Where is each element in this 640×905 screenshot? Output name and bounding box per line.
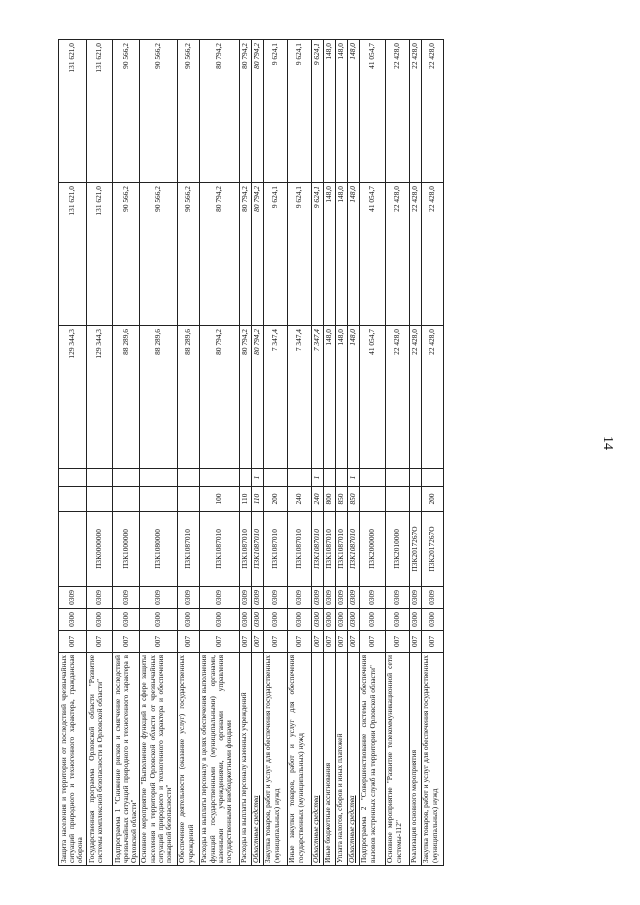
col-section: 0300 bbox=[409, 609, 421, 631]
col-subsection: 0309 bbox=[335, 587, 347, 609]
budget-table bbox=[58, 39, 444, 866]
col-section: 0300 bbox=[139, 609, 177, 631]
col-expense-type bbox=[409, 487, 421, 512]
col-expense-type: 850 bbox=[347, 487, 359, 512]
col-expense-type bbox=[87, 487, 113, 512]
table-row bbox=[113, 40, 140, 866]
col-ministry-code: 007 bbox=[59, 631, 87, 653]
col-ministry-code: 007 bbox=[177, 631, 199, 653]
col-subsection: 0309 bbox=[263, 587, 287, 609]
col-target-article: П3К1087010 bbox=[311, 512, 323, 587]
col-amount-year3: 80 794,2 bbox=[199, 40, 239, 183]
col-subsection: 0309 bbox=[359, 587, 385, 609]
col-amount-year3: 80 794,2 bbox=[251, 40, 263, 183]
row-name: Иные бюджетные ассигнования bbox=[323, 653, 335, 866]
table-row bbox=[311, 40, 323, 866]
col-subsection: 0309 bbox=[239, 587, 251, 609]
col-amount-year1: 22 428,0 bbox=[409, 326, 421, 469]
row-name: Подпрограмма 2 "Совершенствование системы обеспечения вызовов экстренных служб на территории Орловской области" bbox=[359, 653, 385, 866]
col-section: 0300 bbox=[385, 609, 409, 631]
col-target-article: П3К1087010 bbox=[323, 512, 335, 587]
col-target-article: П3К1087010 bbox=[335, 512, 347, 587]
table-row bbox=[335, 40, 347, 866]
col-amount-year1: 80 794,2 bbox=[199, 326, 239, 469]
col-expense-type bbox=[113, 487, 140, 512]
row-name: Обеспечение деятельности (оказание услуг) государственных учреждений bbox=[177, 653, 199, 866]
col-source bbox=[409, 469, 421, 487]
col-subsection: 0309 bbox=[139, 587, 177, 609]
col-amount-year3: 90 566,2 bbox=[139, 40, 177, 183]
col-ministry-code: 007 bbox=[113, 631, 140, 653]
table-row bbox=[199, 40, 239, 866]
col-subsection: 0309 bbox=[409, 587, 421, 609]
row-name: Уплата налогов, сборов и иных платежей bbox=[335, 653, 347, 866]
table-row bbox=[59, 40, 87, 866]
col-source bbox=[177, 469, 199, 487]
col-target-article: П3К1087010 bbox=[199, 512, 239, 587]
budget-sheet bbox=[58, 40, 439, 866]
col-source bbox=[359, 469, 385, 487]
col-amount-year3: 41 054,7 bbox=[359, 40, 385, 183]
col-section: 0300 bbox=[239, 609, 251, 631]
col-amount-year2: 22 428,0 bbox=[385, 183, 409, 326]
col-target-article: П3К2017267О bbox=[421, 512, 443, 587]
col-amount-year3: 80 794,2 bbox=[239, 40, 251, 183]
row-name: Иные закупки товаров, работ и услуг для обеспечения государственных (муниципальных) нужд bbox=[287, 653, 311, 866]
col-target-article: П3К0000000 bbox=[87, 512, 113, 587]
table-row bbox=[263, 40, 287, 866]
col-subsection: 0309 bbox=[347, 587, 359, 609]
col-amount-year2: 148,0 bbox=[323, 183, 335, 326]
col-amount-year2: 80 794,2 bbox=[239, 183, 251, 326]
col-ministry-code: 007 bbox=[421, 631, 443, 653]
col-amount-year3: 22 428,0 bbox=[421, 40, 443, 183]
col-expense-type bbox=[385, 487, 409, 512]
col-amount-year1: 80 794,2 bbox=[239, 326, 251, 469]
col-amount-year2: 90 566,2 bbox=[113, 183, 140, 326]
col-section: 0300 bbox=[287, 609, 311, 631]
col-target-article: П3К1087010 bbox=[239, 512, 251, 587]
table-row bbox=[287, 40, 311, 866]
col-amount-year3: 148,0 bbox=[347, 40, 359, 183]
col-expense-type: 200 bbox=[263, 487, 287, 512]
col-subsection: 0309 bbox=[113, 587, 140, 609]
col-subsection: 0309 bbox=[323, 587, 335, 609]
col-expense-type: 200 bbox=[421, 487, 443, 512]
col-source: 1 bbox=[311, 469, 323, 487]
col-expense-type: 100 bbox=[199, 487, 239, 512]
row-name: Областные средства bbox=[347, 653, 359, 866]
col-amount-year1: 148,0 bbox=[335, 326, 347, 469]
col-source bbox=[139, 469, 177, 487]
col-ministry-code: 007 bbox=[359, 631, 385, 653]
row-name: Расходы на выплаты персоналу в целях обеспечения выполнения функций государственными (муниципальными) органами, казенными учреждениями, органами управления государственными внебюджетными фондами bbox=[199, 653, 239, 866]
col-section: 0300 bbox=[113, 609, 140, 631]
col-ministry-code: 007 bbox=[347, 631, 359, 653]
col-amount-year1: 22 428,0 bbox=[421, 326, 443, 469]
col-section: 0300 bbox=[263, 609, 287, 631]
col-amount-year1: 7 347,4 bbox=[287, 326, 311, 469]
col-amount-year1: 88 289,6 bbox=[177, 326, 199, 469]
col-expense-type bbox=[177, 487, 199, 512]
col-expense-type: 110 bbox=[251, 487, 263, 512]
col-amount-year3: 9 624,1 bbox=[263, 40, 287, 183]
col-expense-type bbox=[359, 487, 385, 512]
col-amount-year1: 80 794,2 bbox=[251, 326, 263, 469]
col-amount-year3: 148,0 bbox=[323, 40, 335, 183]
col-ministry-code: 007 bbox=[385, 631, 409, 653]
row-name: Областные средства bbox=[311, 653, 323, 866]
col-subsection: 0309 bbox=[385, 587, 409, 609]
col-source bbox=[113, 469, 140, 487]
col-target-article: П3К1080000 bbox=[139, 512, 177, 587]
col-amount-year3: 9 624,1 bbox=[287, 40, 311, 183]
col-expense-type: 800 bbox=[323, 487, 335, 512]
col-target-article: П3К1087010 bbox=[263, 512, 287, 587]
col-amount-year2: 80 794,2 bbox=[199, 183, 239, 326]
col-section: 0300 bbox=[335, 609, 347, 631]
table-row bbox=[359, 40, 385, 866]
col-amount-year3: 90 566,2 bbox=[113, 40, 140, 183]
col-subsection: 0309 bbox=[251, 587, 263, 609]
col-amount-year1: 88 289,6 bbox=[113, 326, 140, 469]
table-row bbox=[385, 40, 409, 866]
col-expense-type: 240 bbox=[311, 487, 323, 512]
col-source bbox=[239, 469, 251, 487]
table-row bbox=[409, 40, 421, 866]
col-ministry-code: 007 bbox=[199, 631, 239, 653]
col-amount-year3: 131 621,0 bbox=[59, 40, 87, 183]
table-row bbox=[177, 40, 199, 866]
col-amount-year1: 22 428,0 bbox=[385, 326, 409, 469]
col-amount-year1: 148,0 bbox=[323, 326, 335, 469]
row-name: Подпрограмма 1 "Снижение рисков и смягчение последствий чрезвычайных ситуаций природного и техногенного характера в Орловской области" bbox=[113, 653, 140, 866]
col-amount-year3: 9 624,1 bbox=[311, 40, 323, 183]
col-amount-year1: 148,0 bbox=[347, 326, 359, 469]
col-expense-type: 850 bbox=[335, 487, 347, 512]
col-ministry-code: 007 bbox=[251, 631, 263, 653]
col-source bbox=[87, 469, 113, 487]
col-amount-year2: 148,0 bbox=[335, 183, 347, 326]
col-expense-type: 240 bbox=[287, 487, 311, 512]
col-target-article: П3К1087010 bbox=[347, 512, 359, 587]
table-row bbox=[251, 40, 263, 866]
row-name: Закупка товаров, работ и услуг для обеспечения государственных (муниципальных) нужд bbox=[263, 653, 287, 866]
col-source bbox=[385, 469, 409, 487]
col-amount-year1: 129 344,3 bbox=[87, 326, 113, 469]
table-row bbox=[323, 40, 335, 866]
col-target-article bbox=[59, 512, 87, 587]
col-source bbox=[335, 469, 347, 487]
row-name: Закупка товаров, работ и услуг для обеспечения государственных (муниципальных) нужд bbox=[421, 653, 443, 866]
col-source: 1 bbox=[347, 469, 359, 487]
col-ministry-code: 007 bbox=[409, 631, 421, 653]
table-row bbox=[139, 40, 177, 866]
col-source bbox=[421, 469, 443, 487]
col-ministry-code: 007 bbox=[139, 631, 177, 653]
col-ministry-code: 007 bbox=[287, 631, 311, 653]
col-subsection: 0309 bbox=[421, 587, 443, 609]
col-subsection: 0309 bbox=[287, 587, 311, 609]
col-amount-year2: 9 624,1 bbox=[263, 183, 287, 326]
page-number: 14 bbox=[600, 436, 615, 450]
col-target-article: П3К2010000 bbox=[385, 512, 409, 587]
table-row bbox=[239, 40, 251, 866]
col-amount-year2: 22 428,0 bbox=[409, 183, 421, 326]
col-amount-year3: 90 566,2 bbox=[177, 40, 199, 183]
col-subsection: 0309 bbox=[177, 587, 199, 609]
col-ministry-code: 007 bbox=[311, 631, 323, 653]
col-amount-year3: 131 621,0 bbox=[87, 40, 113, 183]
col-source bbox=[59, 469, 87, 487]
table-row bbox=[421, 40, 443, 866]
col-target-article: П3К1087010 bbox=[177, 512, 199, 587]
row-name: Защита населения и территории от последствий чрезвычайных ситуаций природного и техногенного характера, гражданская оборона bbox=[59, 653, 87, 866]
col-amount-year2: 9 624,1 bbox=[287, 183, 311, 326]
row-name: Государственная программа Орловской области "Развитие системы комплексной безопасности в Орловской области" bbox=[87, 653, 113, 866]
col-section: 0300 bbox=[177, 609, 199, 631]
col-amount-year1: 7 347,4 bbox=[263, 326, 287, 469]
col-section: 0300 bbox=[323, 609, 335, 631]
col-section: 0300 bbox=[199, 609, 239, 631]
col-source bbox=[287, 469, 311, 487]
col-amount-year2: 9 624,1 bbox=[311, 183, 323, 326]
col-section: 0300 bbox=[359, 609, 385, 631]
col-section: 0300 bbox=[347, 609, 359, 631]
col-ministry-code: 007 bbox=[323, 631, 335, 653]
row-name: Основное мероприятие "Выполнение функций в сфере защиты населения и территорий Орловской области от чрезвычайных ситуаций природного и техногенного характера и обеспечения пожарной безопасности" bbox=[139, 653, 177, 866]
col-amount-year1: 41 054,7 bbox=[359, 326, 385, 469]
row-name: Расходы на выплаты персоналу казенных учреждений bbox=[239, 653, 251, 866]
col-amount-year2: 90 566,2 bbox=[139, 183, 177, 326]
col-section: 0300 bbox=[311, 609, 323, 631]
col-expense-type bbox=[139, 487, 177, 512]
col-amount-year3: 22 428,0 bbox=[385, 40, 409, 183]
col-section: 0300 bbox=[59, 609, 87, 631]
col-ministry-code: 007 bbox=[239, 631, 251, 653]
row-name: Реализация основного мероприятия bbox=[409, 653, 421, 866]
col-amount-year2: 90 566,2 bbox=[177, 183, 199, 326]
col-amount-year2: 41 054,7 bbox=[359, 183, 385, 326]
col-source bbox=[199, 469, 239, 487]
col-expense-type bbox=[59, 487, 87, 512]
col-amount-year1: 88 289,6 bbox=[139, 326, 177, 469]
col-ministry-code: 007 bbox=[335, 631, 347, 653]
col-target-article: П3К2000000 bbox=[359, 512, 385, 587]
col-source bbox=[263, 469, 287, 487]
col-amount-year2: 148,0 bbox=[347, 183, 359, 326]
col-source bbox=[323, 469, 335, 487]
col-section: 0300 bbox=[87, 609, 113, 631]
col-ministry-code: 007 bbox=[263, 631, 287, 653]
col-amount-year2: 22 428,0 bbox=[421, 183, 443, 326]
col-subsection: 0309 bbox=[311, 587, 323, 609]
col-subsection: 0309 bbox=[59, 587, 87, 609]
col-amount-year3: 22 428,0 bbox=[409, 40, 421, 183]
col-amount-year2: 131 621,0 bbox=[87, 183, 113, 326]
table-row bbox=[87, 40, 113, 866]
col-expense-type: 110 bbox=[239, 487, 251, 512]
col-subsection: 0309 bbox=[199, 587, 239, 609]
col-section: 0300 bbox=[251, 609, 263, 631]
col-target-article: П3К1000000 bbox=[113, 512, 140, 587]
row-name: Основное мероприятие "Развитие телекоммуникационной сети системы-112" bbox=[385, 653, 409, 866]
row-name: Областные средства bbox=[251, 653, 263, 866]
col-section: 0300 bbox=[421, 609, 443, 631]
col-target-article: П3К1087010 bbox=[251, 512, 263, 587]
col-source: 1 bbox=[251, 469, 263, 487]
col-amount-year2: 131 621,0 bbox=[59, 183, 87, 326]
col-ministry-code: 007 bbox=[87, 631, 113, 653]
col-amount-year2: 80 794,2 bbox=[251, 183, 263, 326]
col-target-article: П3К2017267О bbox=[409, 512, 421, 587]
col-amount-year3: 148,0 bbox=[335, 40, 347, 183]
col-amount-year1: 7 347,4 bbox=[311, 326, 323, 469]
col-amount-year1: 129 344,3 bbox=[59, 326, 87, 469]
col-target-article: П3К1087010 bbox=[287, 512, 311, 587]
col-subsection: 0309 bbox=[87, 587, 113, 609]
table-row bbox=[347, 40, 359, 866]
table-rotated-holder bbox=[58, 40, 439, 866]
